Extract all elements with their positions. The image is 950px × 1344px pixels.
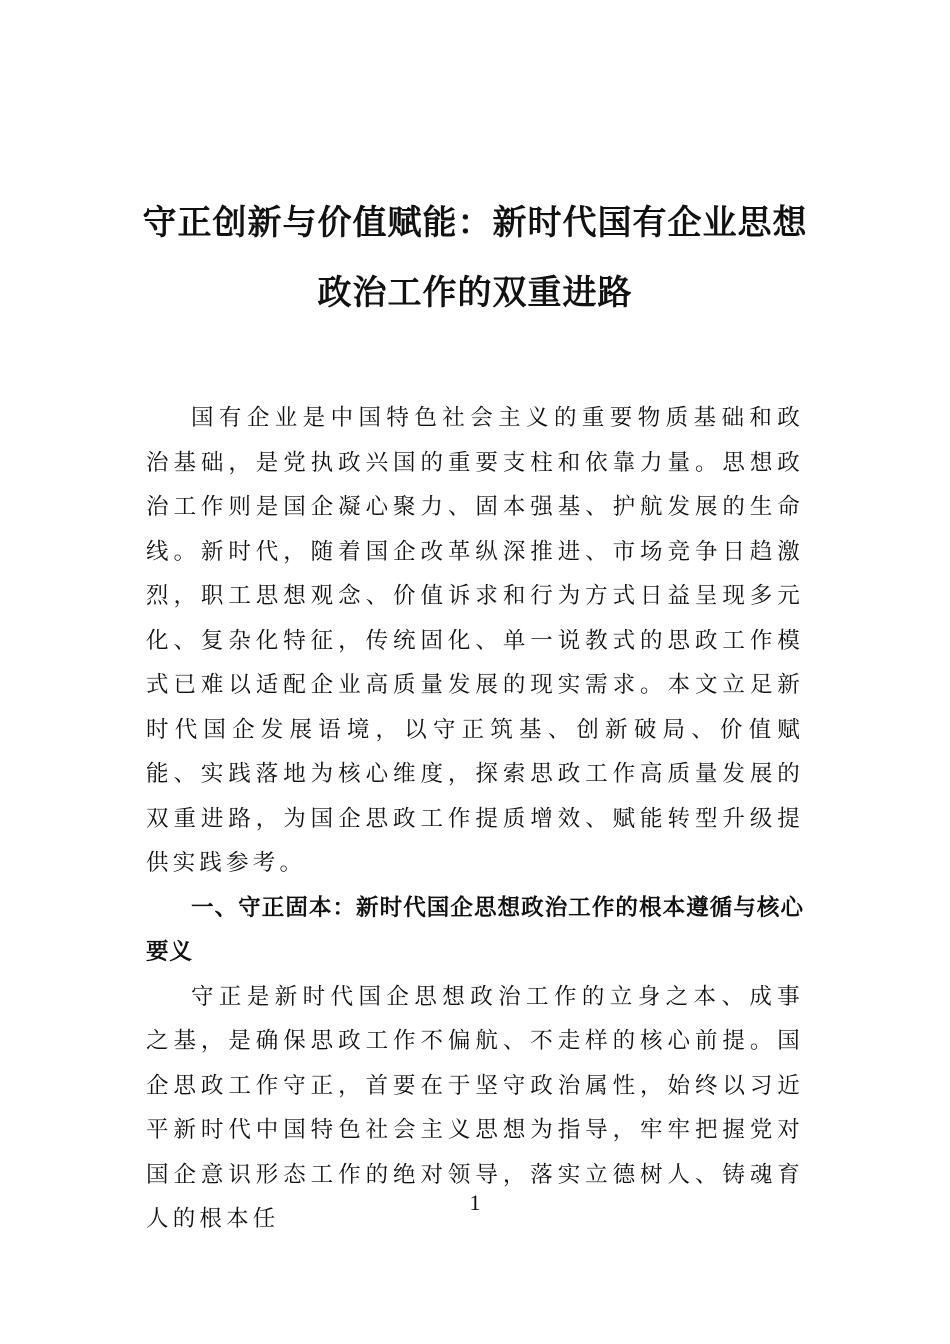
document-title: 守正创新与价值赋能：新时代国有企业思想政治工作的双重进路 — [142, 203, 808, 313]
document-body — [146, 396, 804, 1242]
section-paragraph: 守正是新时代国企思想政治工作的立身之本、成事之基，是确保思政工作不偏航、不走样的核心前提。国企思政工作守正，首要在于坚守政治属性，始终以习近平新时代中国特色社会主义思想为指导，牢牢把握党对国企意识形态工作的绝对领导，落实立德树人、铸魂育人的根本任 — [146, 983, 804, 1232]
intro-paragraph: 国有企业是中国特色社会主义的重要物质基础和政治基础，是党执政兴国的重要支柱和依靠力量。思想政治工作则是国企凝心聚力、固本强基、护航发展的生命线。新时代，随着国企改革纵深推进、市场竞争日趋激烈，职工思想观念、价值诉求和行为方式日益呈现多元化、复杂化特征，传统固化、单一说教式的思政工作模式已难以适配企业高质量发展的现实需求。本文立足新时代国企发展语境，以守正筑基、创新破局、价值赋能、实践落地为核心维度，探索思政工作高质量发展的双重进路，为国企思政工作提质增效、赋能转型升级提供实践参考。 — [146, 405, 804, 876]
page-number: 1 — [469, 1190, 481, 1215]
section-heading: 一、守正固本：新时代国企思想政治工作的根本遵循与核心要义 — [146, 894, 804, 965]
